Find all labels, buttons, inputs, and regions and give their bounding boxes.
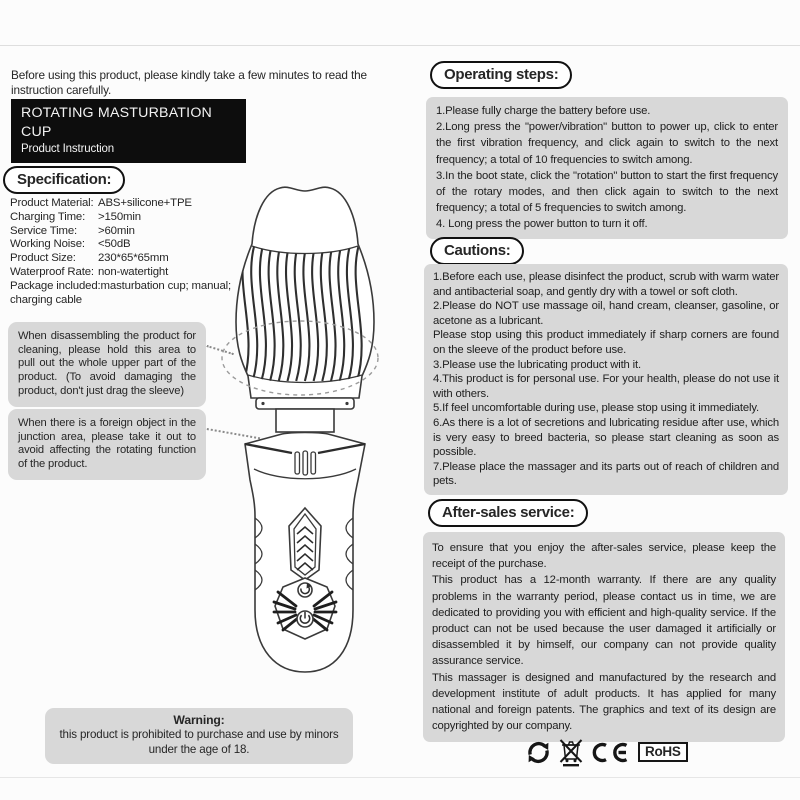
product-title-box	[11, 99, 246, 163]
operating-step: 1.Please fully charge the battery before use.	[436, 105, 651, 117]
caution-item: 3.Please use the lubricating product with it.	[433, 358, 642, 371]
spec-label: Package included:	[10, 279, 101, 292]
caution-item: 6.As there is a lot of secretions and lubricating residue after use, which is very easy to breed bacteria, so please start cleaning as soon as possible.	[433, 416, 779, 459]
product-subtitle: Product Instruction	[21, 143, 115, 155]
page-bottom-edge-line	[0, 777, 800, 778]
section-header-operating-steps: Operating steps:	[430, 61, 572, 89]
ce-mark-icon	[591, 742, 631, 763]
spec-label: Product Material:	[10, 197, 94, 209]
recycle-icon	[526, 740, 551, 765]
section-header-cautions: Cautions:	[430, 237, 524, 265]
handle-graphic	[245, 433, 365, 673]
operating-step: 3.In the boot state, click the "rotation" button to start the first frequency of the rotary modes, and then click again to switch to the next frequency; a total of 5 frequencies to switch among.	[436, 169, 778, 215]
after-sales-paragraph: To ensure that you enjoy the after-sales service, please keep the receipt of the purchase.	[432, 542, 776, 571]
certification-marks-row	[526, 737, 688, 767]
caution-item: 7.Please place the massager and its parts out of reach of children and pets.	[433, 460, 779, 488]
section-header-after-sales: After-sales service:	[428, 499, 588, 527]
warning-box	[45, 708, 353, 764]
spec-value: ABS+silicone+TPE	[98, 197, 192, 209]
warning-title: Warning:	[173, 713, 225, 727]
spec-label: Product Size:	[10, 252, 76, 265]
spec-value: masturbation cup; manual; charging cable	[10, 279, 232, 306]
spec-label: Working Noise:	[10, 238, 85, 251]
rohs-badge	[638, 742, 688, 762]
callout-foreign-object-note	[8, 409, 206, 480]
spec-label: Waterproof Rate:	[10, 265, 94, 278]
sleeve-graphic	[236, 187, 374, 432]
callout-text: When disassembling the product for cleaning, please hold this area to pull out the whole upper part of the product. (To avoid damaging the product, don't just drag the sleeve)	[18, 330, 196, 397]
caution-item: 1.Before each use, please disinfect the product, scrub with warm water and antibacterial soap, and gently dry with a towel or soft cloth.	[433, 271, 779, 298]
operating-steps-box	[426, 97, 788, 239]
caution-item: 5.If feel uncomfortable during use, please stop using it immediately.	[433, 402, 760, 415]
button-cluster	[274, 578, 336, 639]
cautions-box	[424, 264, 788, 495]
after-sales-box	[423, 532, 785, 742]
callout-disassembly-note	[8, 322, 206, 407]
spec-value: >150min	[98, 210, 141, 223]
spec-value: <50dB	[98, 238, 131, 251]
after-sales-paragraph: This massager is designed and manufactured by the research and development institute of adult products. It has applied for many national and foreign patents. The graphics and text of its design are copyrighted by our company.	[432, 671, 776, 733]
operating-step: 4. Long press the power button to turn it off.	[436, 218, 648, 231]
weee-bin-icon	[558, 737, 584, 767]
spec-label: Service Time:	[10, 224, 78, 237]
operating-step: 2.Long press the "power/vibration" button to power up, click to enter the first vibration frequency, and click again to switch to the next frequency; a total of 10 frequencies to switch among.	[436, 121, 778, 166]
after-sales-paragraph: This product has a 12-month warranty. If there are any quality problems in the warranty period, please contact us in time, we are dedicated to providing you with efficient and high-quality service. If the product can not be used because the user damaged it artificially or disassembled it by himself, our company can not provide quality assurance service.	[432, 574, 776, 668]
spec-value: non-watertight	[98, 265, 169, 278]
spec-value: >60min	[98, 224, 135, 237]
warning-text: this product is prohibited to purchase and use by minors under the age of 18.	[59, 728, 339, 756]
intro-text: Before using this product, please kindly take a few minutes to read the instruction carefully.	[11, 67, 367, 98]
rohs-label: RoHS	[645, 744, 681, 759]
sleeve-base-plate	[256, 398, 354, 409]
caution-item: 4.This product is for personal use. For your health, please do not use it with others.	[433, 373, 779, 400]
spec-value: 230*65*65mm	[98, 252, 169, 265]
callout-text: When there is a foreign object in the junction area, please take it out to avoid affecting the rotating function of the product.	[18, 417, 196, 471]
device-illustration	[212, 182, 398, 702]
product-title: ROTATING MASTURBATION CUP	[21, 105, 212, 140]
spec-label: Charging Time:	[10, 210, 86, 223]
caution-item: 2.Please do NOT use massage oil, hand cream, cleanser, gasoline, or acetone as a lubricant.	[433, 300, 779, 327]
section-header-specification: Specification:	[3, 166, 125, 194]
junction-connector	[276, 409, 334, 432]
page-top-edge-line	[0, 45, 800, 46]
caution-item: Please stop using this product immediately if sharp corners are found on the sleeve of the product before use.	[433, 329, 779, 356]
